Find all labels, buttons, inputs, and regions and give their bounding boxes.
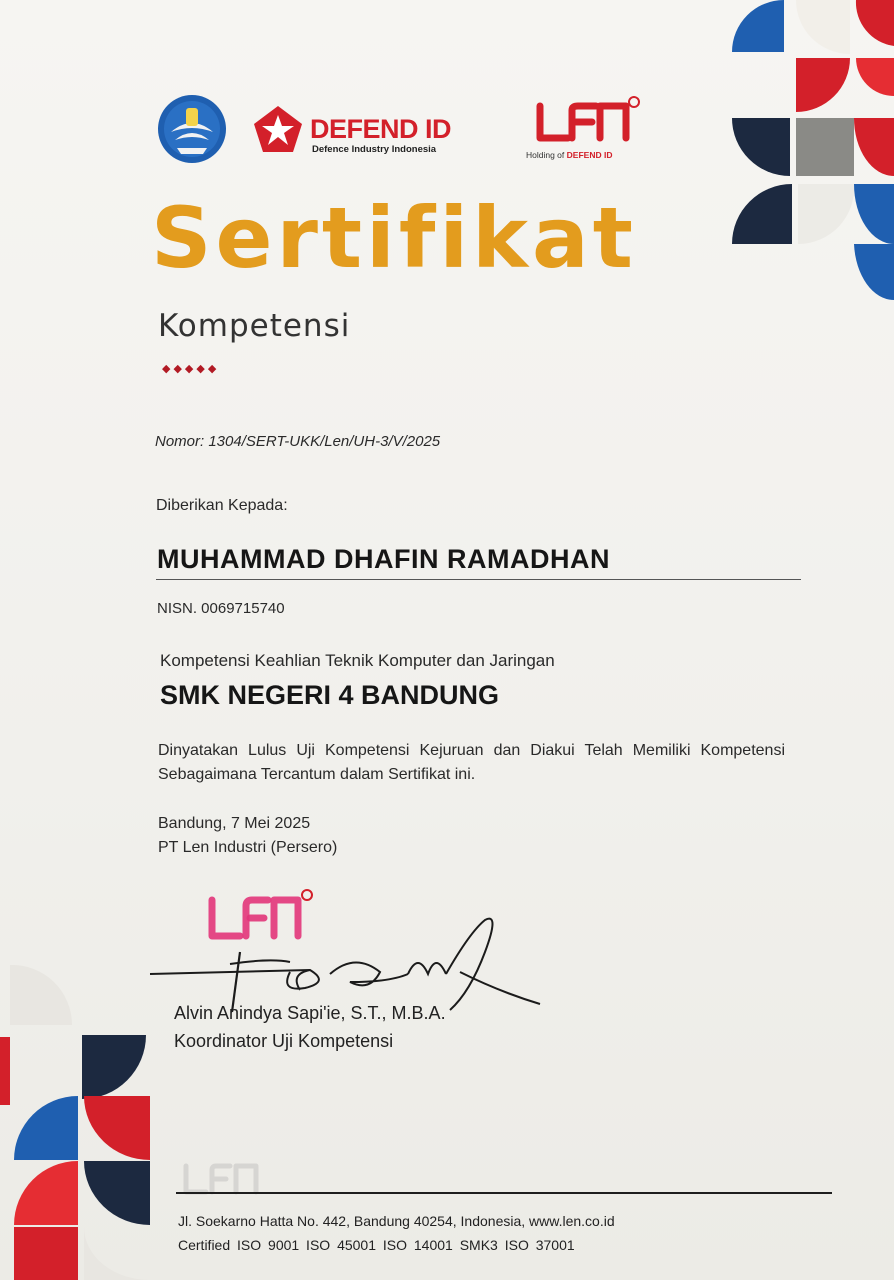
signer-name: Alvin Anindya Sapi'ie, S.T., M.B.A. — [174, 1003, 446, 1023]
signer-role: Koordinator Uji Kompetensi — [174, 1031, 394, 1051]
tut-wuri-handayani-logo — [157, 94, 227, 164]
defend-id-title: DEFEND ID — [310, 114, 452, 144]
defend-star-icon — [252, 104, 304, 156]
recipient-name: MUHAMMAD DHAFIN RAMADHAN — [157, 544, 610, 574]
awarded-to-label: Diberikan Kepada: — [156, 497, 288, 514]
competency-field: Kompetensi Keahlian Teknik Komputer dan Jaringan — [160, 651, 555, 670]
len-logo-mark — [522, 96, 642, 148]
certificate-title: Sertifikat — [151, 189, 637, 287]
certificate-statement: Dinyatakan Lulus Uji Kompetensi Kejuruan dan Diakui Telah Memiliki Kompetensi Sebagaimana Tercantum dalam Sertifikat ini. — [158, 742, 785, 783]
holding-brand: DEFEND ID — [566, 150, 613, 160]
company-address: Jl. Soekarno Hatta No. 442, Bandung 40254, Indonesia, www.len.co.id — [178, 1213, 615, 1229]
diamond-ornament: ◆◆◆◆◆ — [162, 362, 220, 375]
place-date: Bandung, 7 Mei 2025 — [158, 815, 311, 832]
len-holding-text — [526, 150, 612, 160]
recipient-nisn: NISN. 0069715740 — [157, 600, 285, 617]
defend-id-subtitle: Defence Industry Indonesia — [312, 144, 437, 155]
decorative-pattern-bottom-left — [0, 965, 150, 1280]
name-underline — [156, 579, 801, 580]
certificate-number: Nomor: 1304/SERT-UKK/Len/UH-3/V/2025 — [155, 433, 441, 450]
footer-divider — [176, 1192, 832, 1194]
iso-certifications: Certified ISO 9001 ISO 45001 ISO 14001 SMK3 ISO 37001 — [178, 1237, 575, 1253]
issuing-company: PT Len Industri (Persero) — [158, 839, 338, 856]
school-name: SMK NEGERI 4 BANDUNG — [160, 680, 500, 710]
holding-prefix: Holding of — [526, 150, 565, 160]
certificate-subtitle: Kompetensi — [158, 308, 351, 344]
defend-id-logo — [252, 104, 502, 160]
decorative-pattern-top-right — [730, 0, 894, 305]
len-logo-header — [522, 96, 662, 166]
